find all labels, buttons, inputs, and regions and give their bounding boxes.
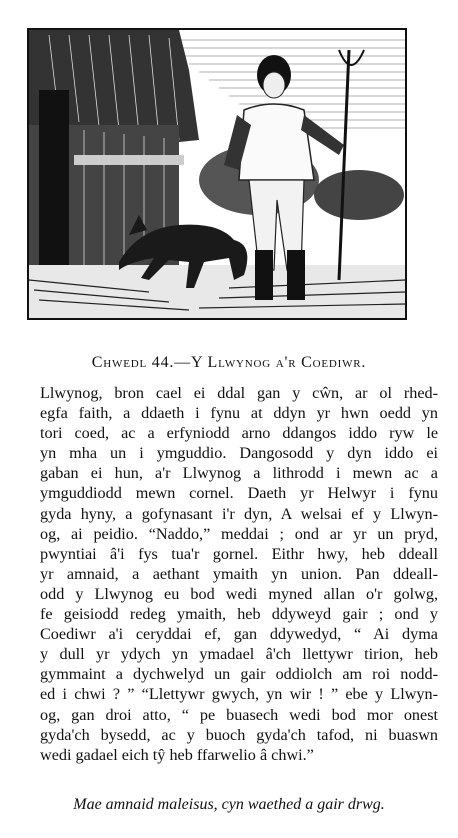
woodcut-scene (29, 30, 405, 318)
woodcut-illustration (27, 28, 407, 320)
body-line: ed i chwi ? ” “Llettywr gwych, yn wir ! ” ebe y Llwyn- (40, 685, 438, 704)
body-line: fe geisiodd redeg ymaith, heb ddyweyd gair ; ond y (40, 605, 438, 624)
fable-title: Chwedl 44.—Y Llwynog a'r Coediwr. (91, 354, 367, 371)
body-line: ymguddiodd mewn cornel. Daeth yr Helwyr i fynu (40, 484, 438, 503)
body-line: egfa faith, a ddaeth i fynu at ddyn yr hwn oedd yn (40, 404, 438, 423)
body-line: y dull yr ydych yn ymadael â'ch llettywr tirion, heb (40, 645, 438, 664)
body-line: og, ai peidio. “Naddo,” meddai ; ond ar yr un pryd, (40, 524, 438, 543)
body-line: yn mha un i ymguddio. Dangosodd y dyn iddo ei (40, 444, 438, 463)
body-line: Coediwr a'i ceryddai ef, gan ddywedyd, “ Ai dyma (40, 625, 438, 644)
fable-moral: Mae amnaid maleisus, cyn waethed a gair drwg. (73, 796, 385, 813)
body-line: og, gan droi atto, “ pe buasech wedi bod mor onest (40, 705, 438, 724)
body-line: odd y Llwynog eu bod wedi myned allan o'r golwg, (40, 584, 438, 603)
body-line: gymmaint a dychwelyd un gair oddiolch am roi nodd- (40, 665, 438, 684)
body-line: tori coed, ac a erfyniodd arno ddangos iddo ryw le (40, 424, 438, 443)
body-line: gyda'ch bysedd, ac y buoch gyda'ch tafod, ni buaswn (40, 725, 438, 744)
fable-body (40, 383, 438, 765)
body-line: wedi gadael eich tŷ heb ffarwelio â chwi.” (40, 745, 314, 764)
ground (29, 265, 405, 318)
body-line: yr amnaid, a aethant ymaith yn union. Pan ddeall- (40, 564, 438, 583)
body-line: Llwynog, bron cael ei ddal gan y cŵn, ar ol rhed- (40, 384, 438, 402)
body-line: pwyntiai â'i fys tua'r gornel. Eithr hwy, heb ddeall (40, 544, 438, 563)
body-line: gyda hyny, a gofynasant i'r dyn, A welsai ef y Llwyn- (40, 504, 438, 523)
body-line: gaban ei hun, a'r Llwynog a lithrodd i mewn ac a (40, 464, 438, 483)
